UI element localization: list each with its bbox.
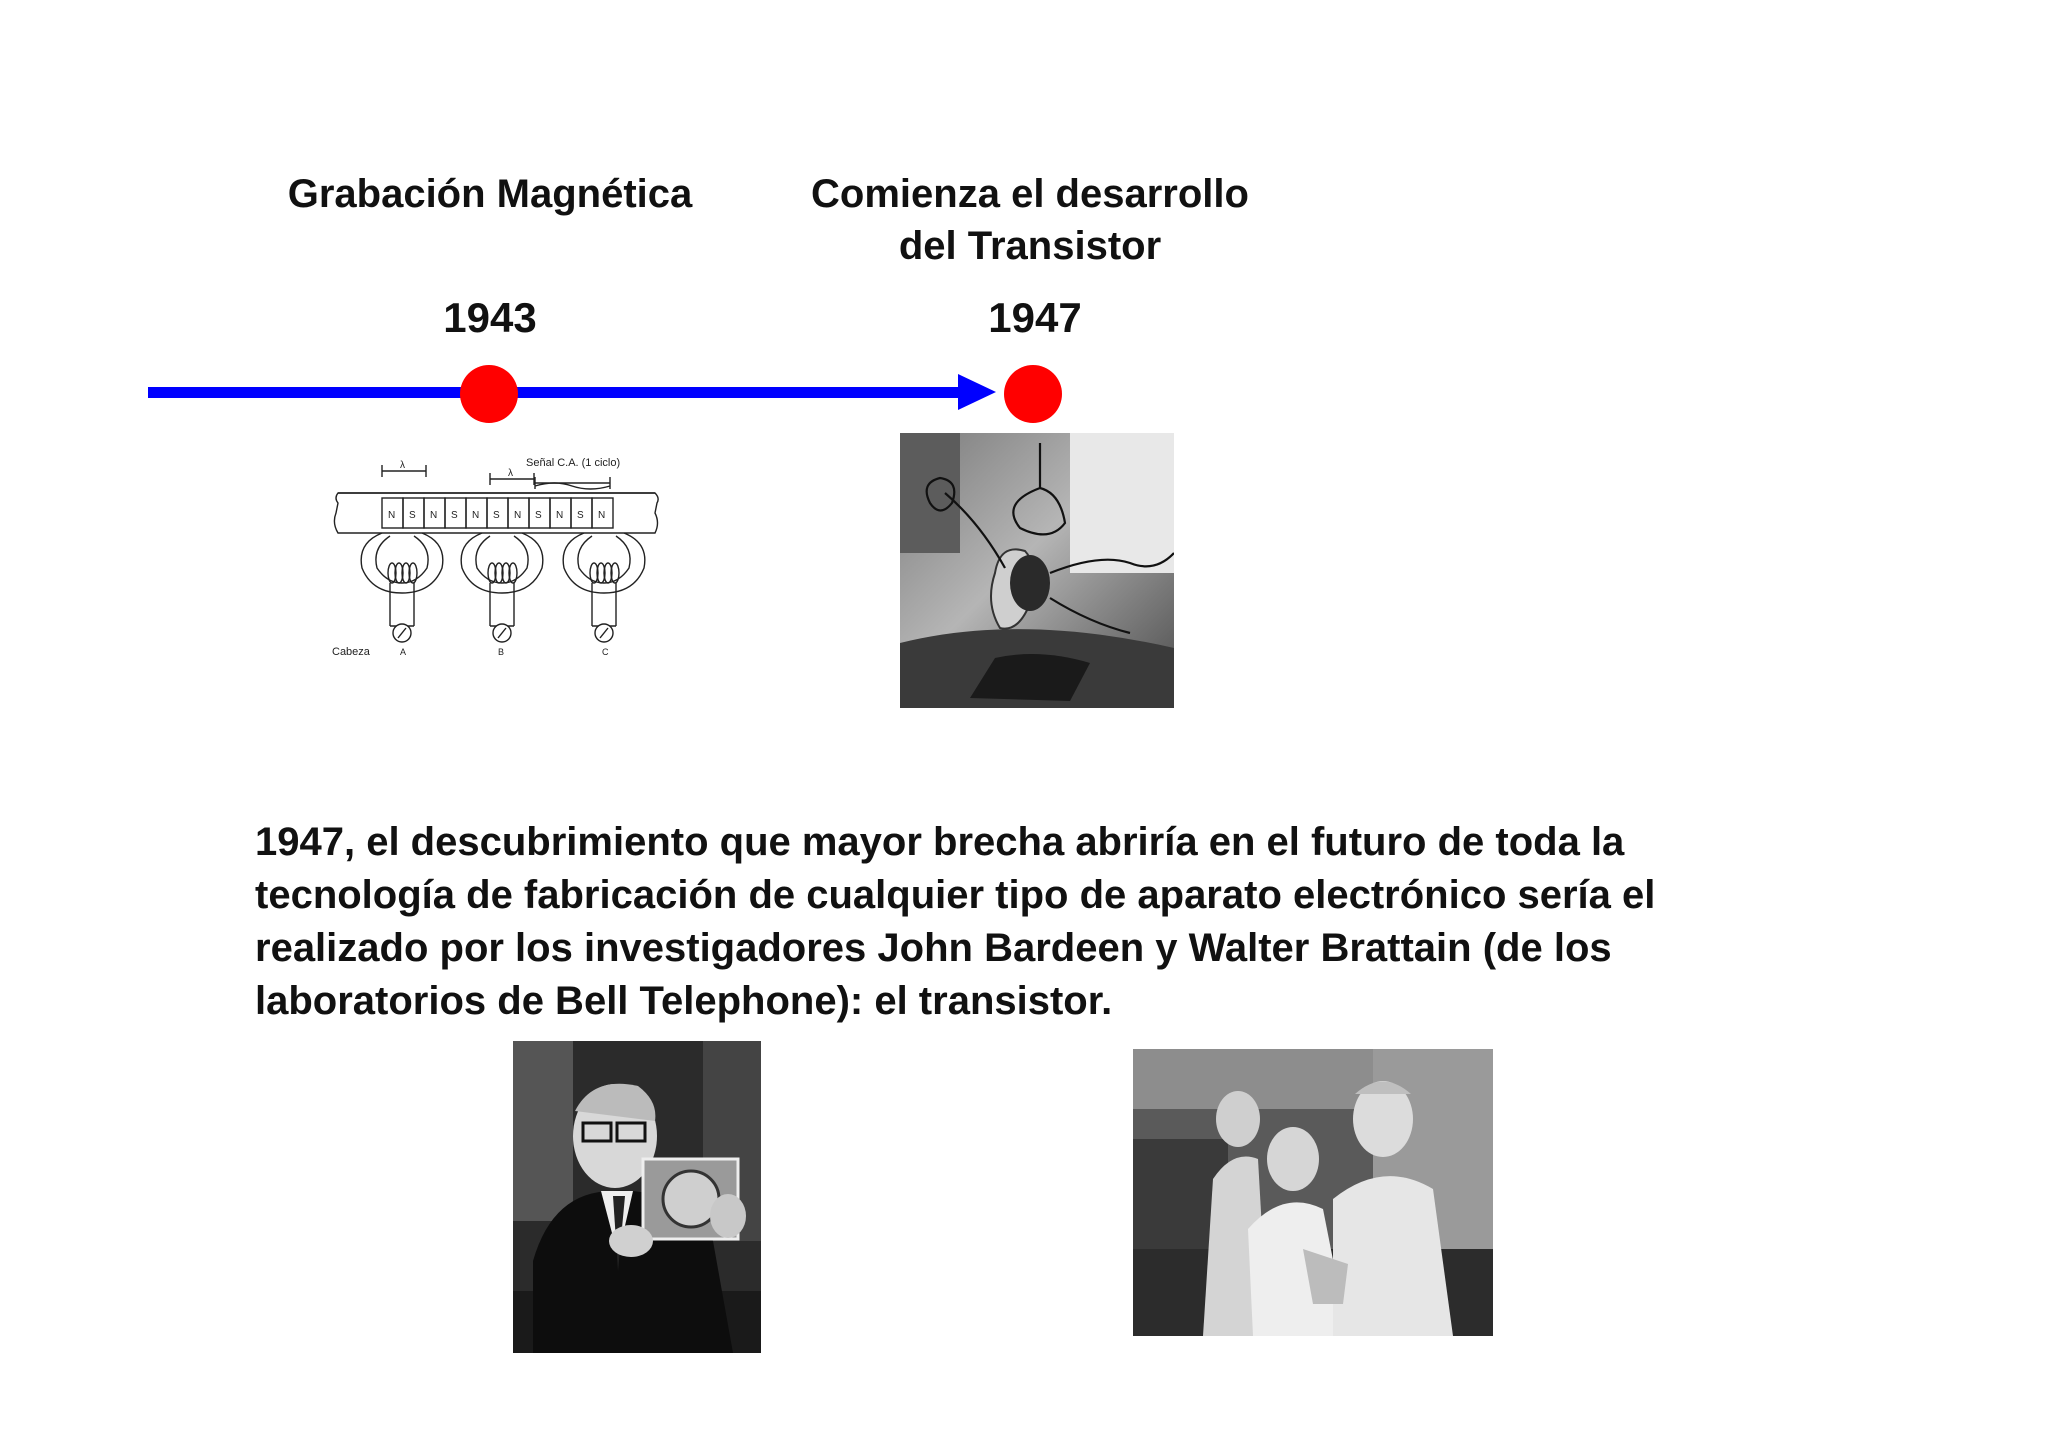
paragraph-line-4: laboratorios de Bell Telephone): el transistor. (255, 979, 1113, 1023)
event-1947-title (770, 168, 1290, 272)
wavelength-label-2: λ (508, 468, 513, 479)
tape-pole-label: S (577, 510, 584, 521)
magnetic-recording-diagram (330, 448, 660, 663)
first-transistor-photo (900, 433, 1174, 708)
timeline-marker-1947 (1004, 365, 1062, 423)
year-1947: 1947 (988, 294, 1082, 341)
tape-pole-label: N (598, 510, 606, 521)
tape-pole-label: N (556, 510, 564, 521)
tape-pole-label: N (430, 510, 438, 521)
tape-pole-label: S (409, 510, 416, 521)
event-1943-title (240, 168, 740, 220)
event-1947-title-line-1: Comienza el desarrollo (811, 172, 1249, 216)
head-letter-a: A (400, 647, 407, 657)
event-1947-title-line-2: del Transistor (898, 224, 1162, 268)
tape-pole-label: S (493, 510, 500, 521)
timeline-marker-1943 (460, 365, 518, 423)
paragraph-line-3: realizado por los investigadores John Bardeen y Walter Brattain (de los (255, 926, 1612, 970)
recording-head (361, 533, 443, 642)
head-letter-c: C (602, 647, 609, 657)
wavelength-label-1: λ (400, 460, 405, 471)
recording-head (563, 533, 645, 642)
timeline-arrowhead (958, 374, 996, 410)
signal-label: Señal C.A. (1 ciclo) (526, 457, 621, 469)
tape-pole-label: N (514, 510, 522, 521)
tape-pole-label: N (388, 510, 396, 521)
head-label: Cabeza (332, 646, 370, 658)
tape-pole-label: S (535, 510, 542, 521)
paragraph-line-1: 1947, el descubrimiento que mayor brecha abriría en el futuro de toda la (255, 820, 1625, 864)
year-1943: 1943 (443, 294, 537, 341)
three-scientists-photo (1133, 1049, 1493, 1336)
head-letter-b: B (498, 647, 505, 657)
event-1943-title-line: Grabación Magnética (287, 172, 693, 216)
transistor-paragraph (255, 816, 1855, 1028)
tape-pole-label: S (451, 510, 458, 521)
bardeen-portrait-photo (513, 1041, 761, 1353)
recording-head (461, 533, 543, 642)
paragraph-line-2: tecnología de fabricación de cualquier tipo de aparato electrónico sería el (255, 873, 1656, 917)
tape-pole-label: N (472, 510, 480, 521)
timeline-line (148, 387, 963, 398)
